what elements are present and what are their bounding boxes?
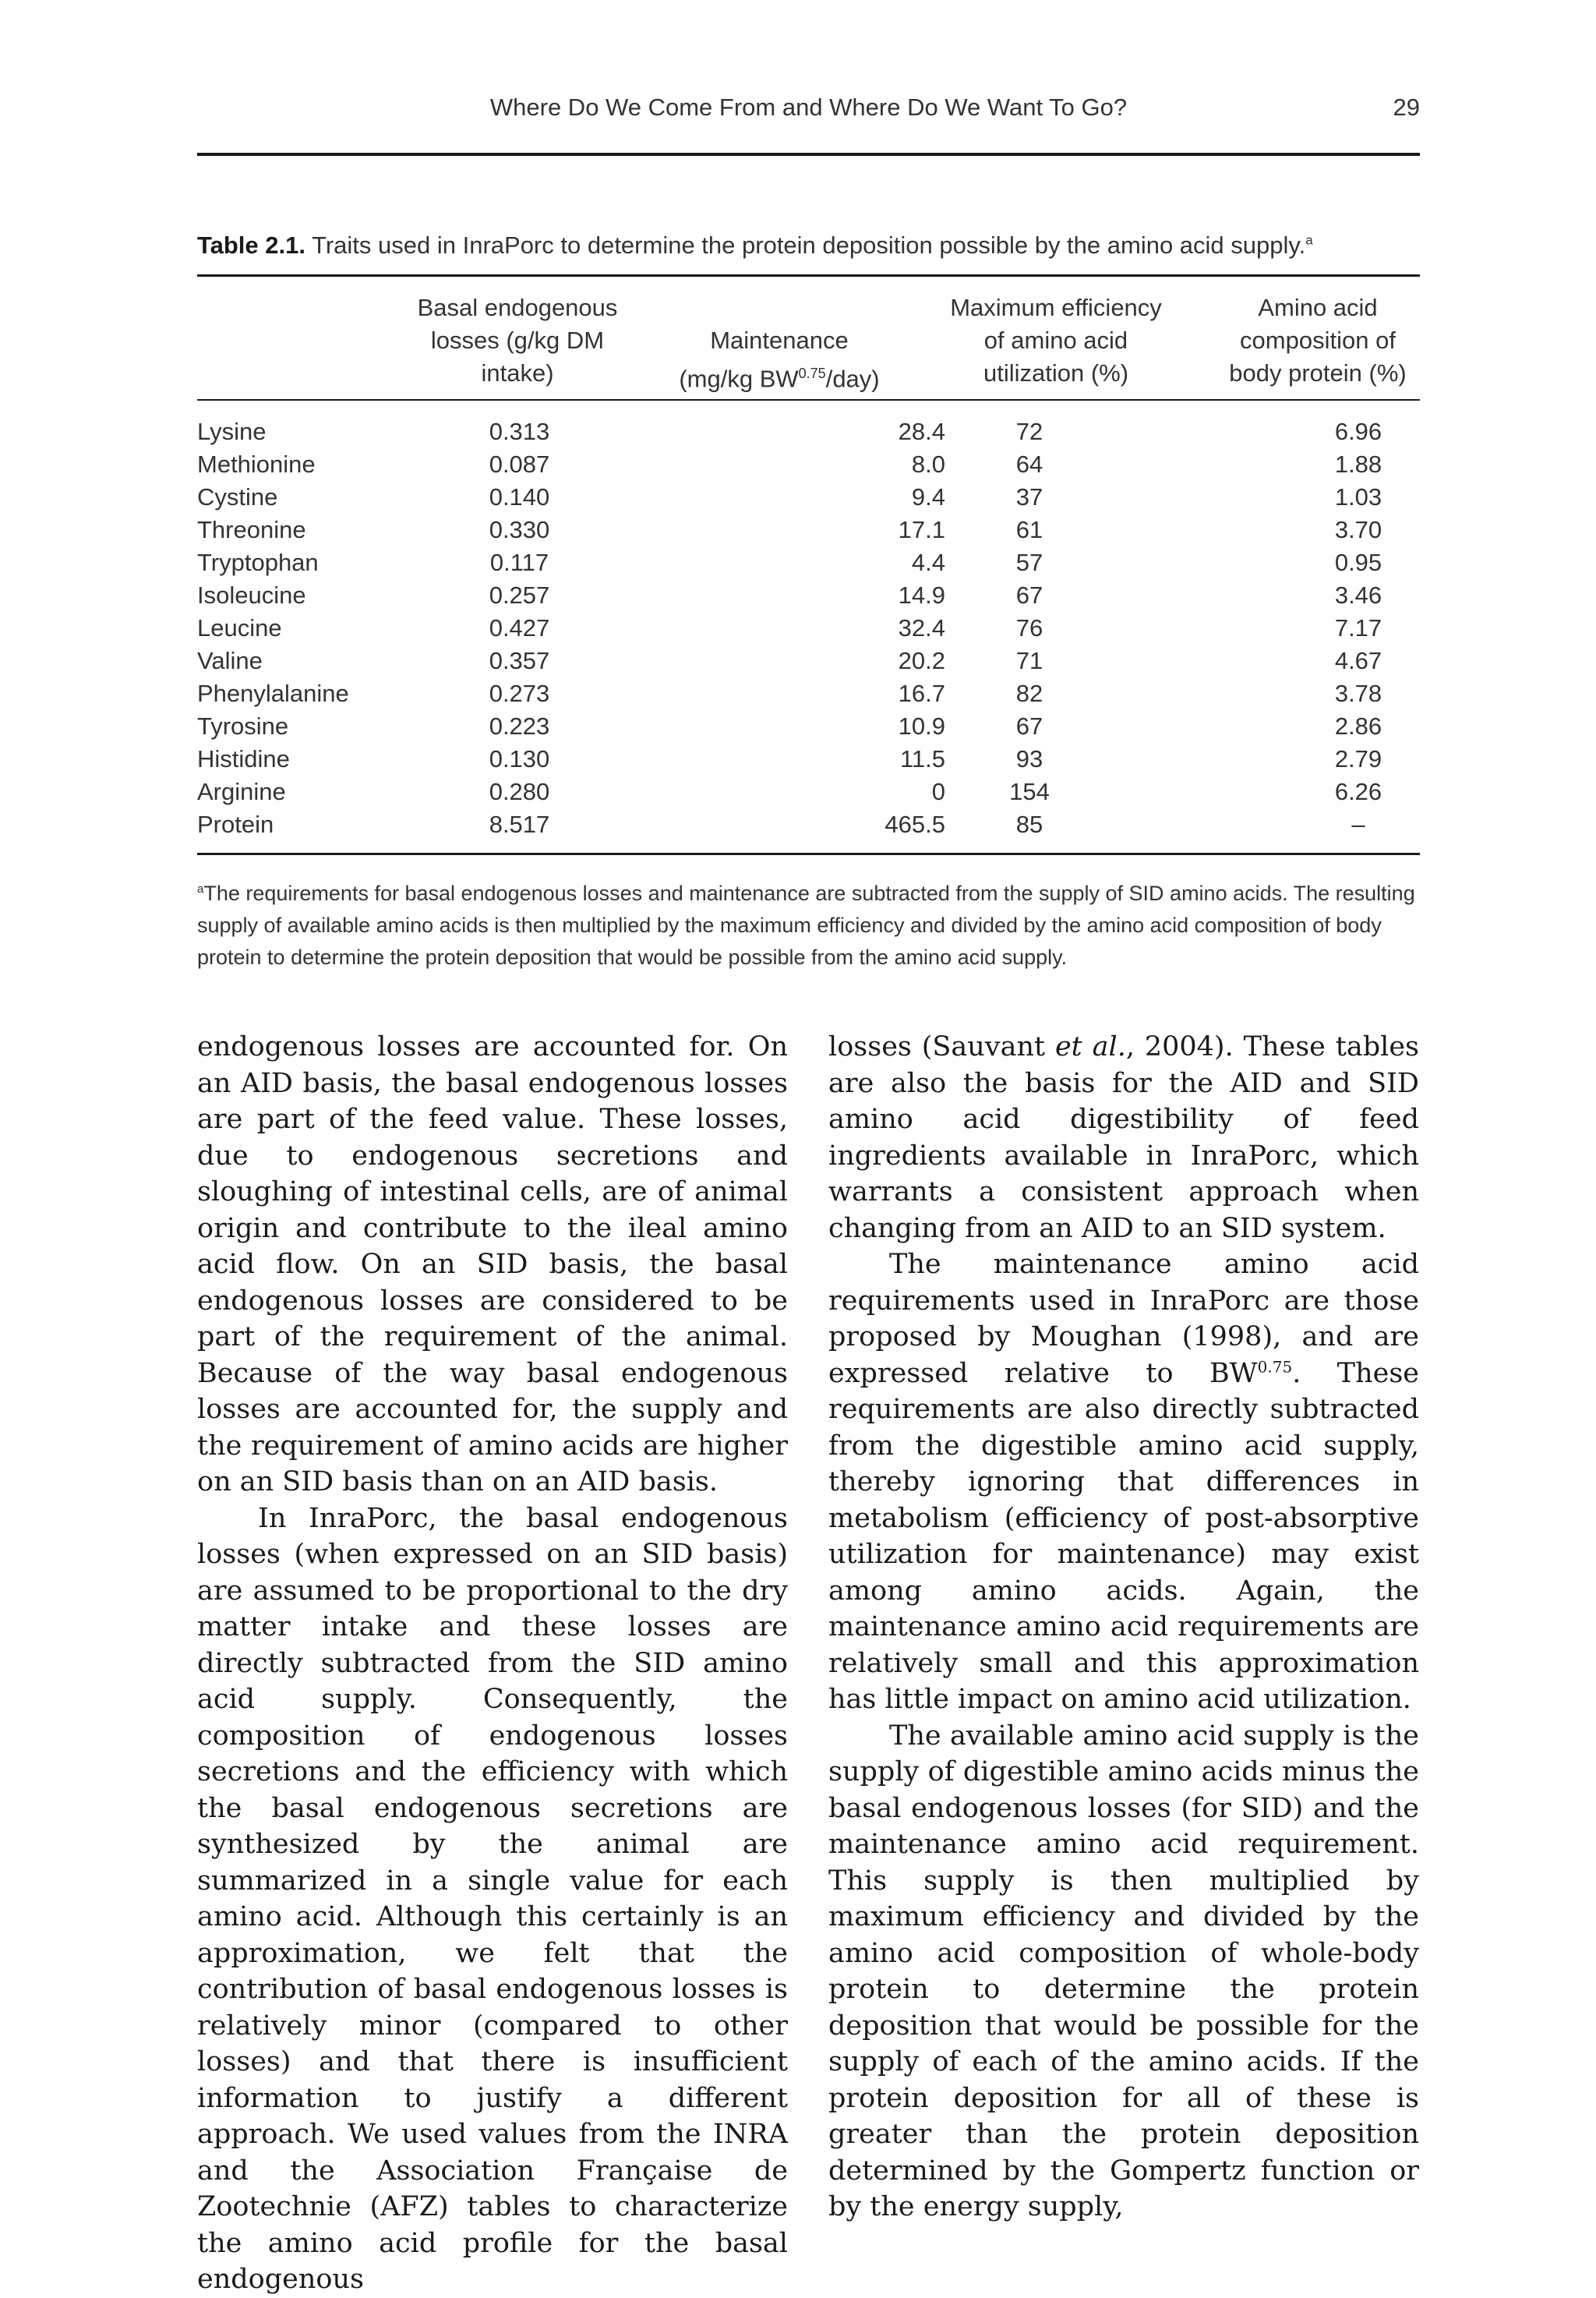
paragraph: In InraPorc, the basal endogenous losses (when expressed on an SID basis) are assumed to be proportional to the dry matter intake and these losses are directly subtracted from the SID amino acid supply. Consequently, the composition of endogenous losses secretions and the efficiency with which the basal endogenous secretions are synthesized by the animal are summarized in a single value for each amino acid. Although this certainly is an approximation, we felt that the contribution of basal endogenous losses is relatively minor (compared to other losses) and that there is insufficient information to justify a different approach. We used values from the INRA and the Association Française de Zootechnie (AFZ) tables to characterize the amino acid profile for the basal endogenous <box>197 1502 788 2295</box>
text-run: , 2004). These tables are also the basis for the AID and SID amino acid digestibility of feed ingredients available in InraPorc, which warrants a consistent approach when changing from an AID to an SID system. <box>828 1031 1419 1244</box>
header-comp-line1: Amino acid <box>1258 294 1378 321</box>
body-column-right <box>828 1029 1419 2226</box>
maintenance-cell: 9.4 <box>911 483 945 511</box>
maintenance-cell: 17.1 <box>898 516 945 543</box>
header-maint-line1: Maintenance <box>710 327 849 354</box>
basal-losses-cell: 0.117 <box>489 549 549 576</box>
maintenance-cell: 10.9 <box>898 712 945 740</box>
composition-cell: 2.79 <box>1334 745 1382 772</box>
amino-acid-name: Tryptophan <box>197 549 319 576</box>
basal-losses-cell: 0.130 <box>489 745 550 772</box>
max-efficiency-cell: 67 <box>1015 712 1043 740</box>
maintenance-cell: 465.5 <box>885 811 945 838</box>
paragraph: endogenous losses are accounted for. On an AID basis, the basal endogenous losses are part of the feed value. These losses, due to endogenous secretions and sloughing of intestinal cells, are of animal origin and contribute to the ileal amino acid flow. On an SID basis, the basal endogenous losses are considered to be part of the requirement of the animal. Because of the way basal endogenous losses are accounted for, the supply and the requirement of amino acids are higher on an SID basis than on an AID basis. <box>197 1031 788 1497</box>
composition-cell: 3.46 <box>1334 582 1382 609</box>
footnote-mark: a <box>197 882 204 896</box>
text-run-italic: et al. <box>1054 1031 1126 1062</box>
maintenance-cell: 16.7 <box>898 680 945 707</box>
header-maint-line2 <box>655 357 904 395</box>
composition-cell: 2.86 <box>1334 712 1382 740</box>
table-row <box>197 481 1420 514</box>
amino-acid-name: Valine <box>197 647 263 674</box>
amino-acid-name: Histidine <box>197 745 290 772</box>
text-run: . These requirements are also directly subtracted from the digestible amino acid supply, thereby ignoring that differences in metabolism (efficiency of post-absorptive utilization for maintenance) may exist among amino acids. Again, the maintenance amino acid requirements are relatively small and this approximation has little impact on amino acid utilization. <box>828 1357 1419 1715</box>
superscript: 0.75 <box>1257 1356 1293 1376</box>
paragraph <box>828 1029 1419 1246</box>
table-row <box>197 710 1420 743</box>
paragraph <box>828 1246 1419 1718</box>
basal-losses-cell: 0.357 <box>489 647 550 674</box>
composition-cell: 6.96 <box>1334 418 1382 445</box>
table-row <box>197 808 1420 841</box>
maintenance-cell: 8.0 <box>911 451 945 478</box>
composition-cell: 7.17 <box>1334 614 1382 642</box>
header-max-efficiency <box>927 292 1185 390</box>
basal-losses-cell: 0.280 <box>489 778 550 805</box>
table-row <box>197 448 1420 481</box>
table-row <box>197 645 1420 677</box>
running-title: Where Do We Come From and Where Do We Want To Go? <box>489 94 1128 121</box>
maintenance-cell: 4.4 <box>911 549 945 576</box>
composition-cell: 1.03 <box>1334 483 1382 511</box>
max-efficiency-cell: 37 <box>1015 483 1043 511</box>
amino-acid-name: Methionine <box>197 451 316 478</box>
table-row <box>197 776 1420 808</box>
table-body <box>197 415 1420 841</box>
max-efficiency-cell: 61 <box>1015 516 1043 543</box>
basal-losses-cell: 0.313 <box>489 418 550 445</box>
basal-losses-cell: 0.257 <box>489 582 550 609</box>
maintenance-cell: 11.5 <box>899 745 945 772</box>
header-maxeff-line3: utilization (%) <box>983 359 1129 387</box>
basal-losses-cell: 8.517 <box>489 811 550 838</box>
table-row <box>197 579 1420 612</box>
table-caption-note-mark: a <box>1305 232 1313 248</box>
composition-cell: – <box>1351 811 1365 838</box>
amino-acid-name: Isoleucine <box>197 582 306 609</box>
table-bottom-rule <box>197 853 1420 855</box>
composition-cell: 3.70 <box>1334 516 1382 543</box>
amino-acid-name: Protein <box>197 811 274 838</box>
header-maxeff-line2: of amino acid <box>983 327 1128 354</box>
table-footnote <box>197 873 1420 974</box>
table-row <box>197 546 1420 579</box>
header-comp-line3: body protein (%) <box>1229 359 1407 387</box>
header-basal-losses <box>393 292 642 390</box>
composition-cell: 6.26 <box>1334 778 1382 805</box>
maintenance-cell: 28.4 <box>898 418 945 445</box>
maintenance-cell: 0 <box>931 778 945 805</box>
footnote-text: The requirements for basal endogenous losses and maintenance are subtracted from the supply of SID amino acids. The resulting supply of available amino acids is then multiplied by the maximum efficiency and divided by the amino acid composition of body protein to determine the protein deposition that would be possible from the amino acid supply. <box>197 882 1415 969</box>
maintenance-cell: 20.2 <box>898 647 945 674</box>
max-efficiency-cell: 71 <box>1015 647 1043 674</box>
amino-acid-name: Lysine <box>197 418 267 445</box>
header-maintenance <box>655 292 904 395</box>
composition-cell: 4.67 <box>1334 647 1382 674</box>
basal-losses-cell: 0.087 <box>489 451 550 478</box>
max-efficiency-cell: 72 <box>1015 418 1043 445</box>
header-maxeff-line1: Maximum efficiency <box>950 294 1162 321</box>
max-efficiency-cell: 85 <box>1015 811 1043 838</box>
paragraph: The available amino acid supply is the supply of digestible amino acids minus the basal endogenous losses (for SID) and the maintenance amino acid requirement. This supply is then multiplied by maximum efficiency and divided by the amino acid composition of whole-body protein to determine the protein deposition that would be possible for the supply of each of the amino acids. If the protein deposition for all of these is greater than the protein deposition determined by the Gompertz function or by the energy supply, <box>828 1720 1419 2222</box>
basal-losses-cell: 0.330 <box>489 516 550 543</box>
body-column-left <box>197 1029 788 2298</box>
table-header-rule <box>197 399 1420 401</box>
text-run: The maintenance amino acid requirements used in InraPorc are those proposed by Moughan (1998), and are expressed relative to BW <box>828 1249 1419 1389</box>
table-label: Table 2.1. <box>197 232 305 259</box>
amino-acid-name: Threonine <box>197 516 306 543</box>
composition-cell: 3.78 <box>1334 680 1382 707</box>
header-rule <box>197 153 1420 156</box>
max-efficiency-cell: 57 <box>1015 549 1043 576</box>
page-number: 29 <box>1393 94 1420 121</box>
basal-losses-cell: 0.140 <box>489 483 550 511</box>
header-composition <box>1216 292 1420 390</box>
composition-cell: 1.88 <box>1334 451 1382 478</box>
max-efficiency-cell: 82 <box>1015 680 1043 707</box>
max-efficiency-cell: 67 <box>1015 582 1043 609</box>
table-caption-text: Traits used in InraPorc to determine the protein deposition possible by the amino acid supply. <box>312 232 1306 259</box>
amino-acid-name: Tyrosine <box>197 712 289 740</box>
table-row <box>197 415 1420 448</box>
header-maint-unit-a: (mg/kg BW <box>679 365 799 393</box>
max-efficiency-cell: 76 <box>1015 614 1043 642</box>
maintenance-cell: 14.9 <box>898 582 945 609</box>
table-row <box>197 612 1420 645</box>
basal-losses-cell: 0.273 <box>489 680 550 707</box>
header-basal-line3: intake) <box>481 359 554 387</box>
maintenance-cell: 32.4 <box>898 614 945 642</box>
header-basal-line2: losses (g/kg DM <box>430 327 605 354</box>
max-efficiency-cell: 154 <box>1009 778 1050 805</box>
header-maint-exponent: 0.75 <box>798 366 826 381</box>
header-comp-line2: composition of <box>1240 327 1396 354</box>
max-efficiency-cell: 64 <box>1015 451 1043 478</box>
table-top-rule <box>197 274 1420 277</box>
basal-losses-cell: 0.223 <box>489 712 550 740</box>
table-caption <box>197 232 1420 260</box>
amino-acid-name: Arginine <box>197 778 286 805</box>
header-basal-line1: Basal endogenous <box>417 294 618 321</box>
max-efficiency-cell: 93 <box>1015 745 1043 772</box>
amino-acid-name: Phenylalanine <box>197 680 349 707</box>
running-header <box>197 94 1420 128</box>
header-maint-unit-b: /day) <box>825 365 880 393</box>
table-row <box>197 514 1420 546</box>
amino-acid-name: Leucine <box>197 614 282 642</box>
amino-acid-name: Cystine <box>197 483 278 511</box>
table-row <box>197 677 1420 710</box>
text-run: losses (Sauvant <box>828 1031 1055 1062</box>
table-row <box>197 743 1420 776</box>
basal-losses-cell: 0.427 <box>489 614 550 642</box>
composition-cell: 0.95 <box>1334 549 1382 576</box>
